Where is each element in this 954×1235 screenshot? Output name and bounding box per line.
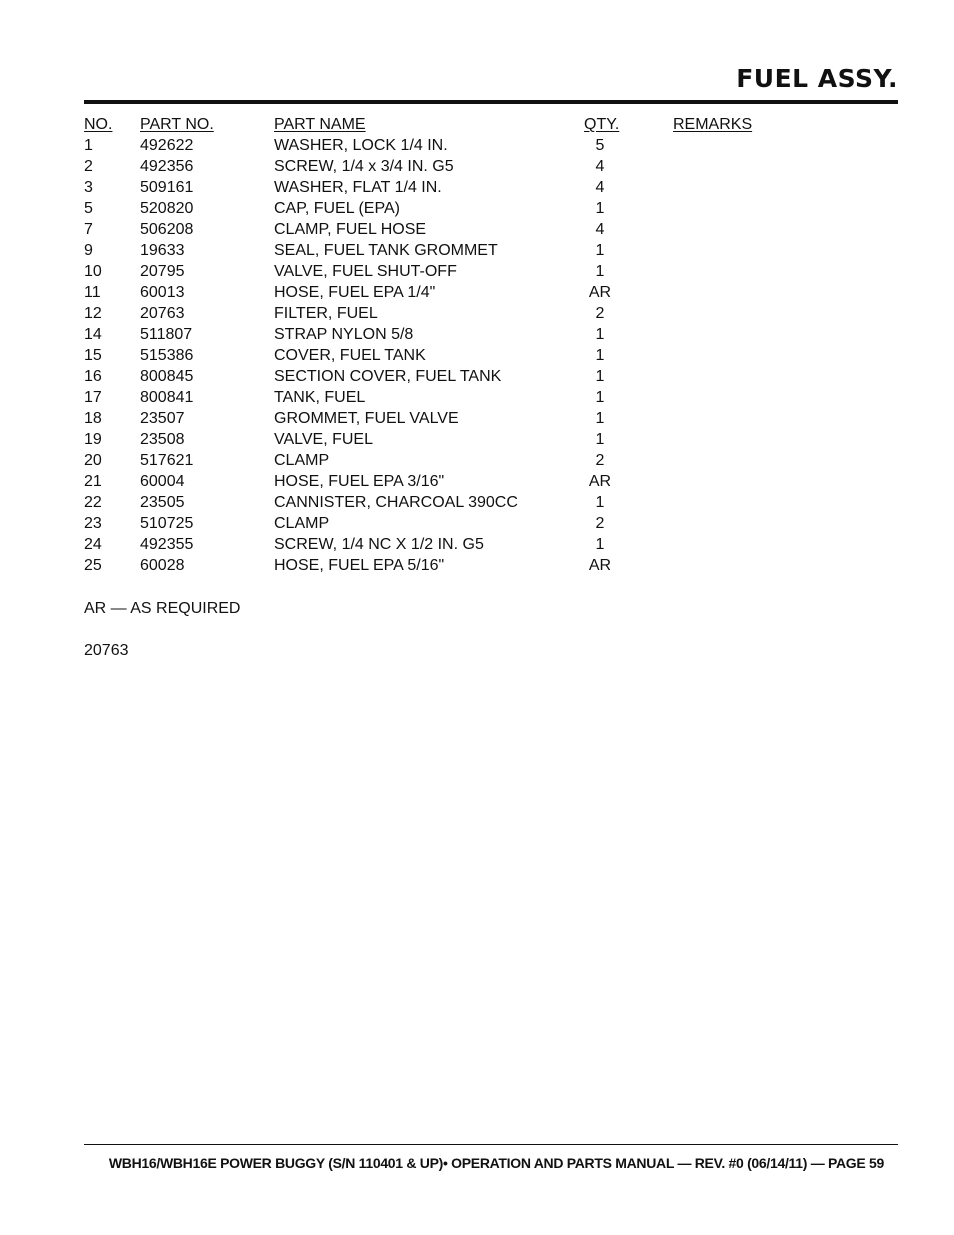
cell-no: 9 — [84, 242, 93, 259]
header-remarks: REMARKS — [673, 116, 753, 133]
cell-part-no: 23505 — [140, 494, 185, 511]
cell-no: 22 — [84, 494, 102, 511]
cell-qty: AR — [588, 284, 612, 301]
page-title: FUEL ASSY. — [736, 64, 898, 93]
table-row — [84, 198, 784, 219]
cell-part-no: 800845 — [140, 368, 194, 385]
cell-no: 10 — [84, 263, 102, 280]
cell-qty: 1 — [595, 431, 605, 448]
cell-no: 19 — [84, 431, 102, 448]
cell-qty: 1 — [595, 494, 605, 511]
table-row — [84, 387, 784, 408]
table-row — [84, 219, 784, 240]
table-row — [84, 429, 784, 450]
cell-qty: 1 — [595, 389, 605, 406]
cell-part-name: CLAMP — [274, 452, 330, 469]
table-row — [84, 261, 784, 282]
cell-part-name: WASHER, FLAT 1/4 IN. — [274, 179, 442, 196]
cell-part-no: 19633 — [140, 242, 185, 259]
cell-part-name: SEAL, FUEL TANK GROMMET — [274, 242, 498, 259]
cell-part-no: 23508 — [140, 431, 185, 448]
cell-no: 14 — [84, 326, 102, 343]
title-rule — [84, 100, 898, 104]
cell-no: 15 — [84, 347, 102, 364]
header-part-name: PART NAME — [274, 116, 366, 133]
cell-no: 5 — [84, 200, 93, 217]
cell-no: 23 — [84, 515, 102, 532]
cell-part-no: 800841 — [140, 389, 194, 406]
cell-part-no: 511807 — [140, 326, 193, 343]
cell-no: 25 — [84, 557, 102, 574]
cell-part-name: VALVE, FUEL SHUT-OFF — [274, 263, 457, 280]
cell-part-name: CLAMP, FUEL HOSE — [274, 221, 427, 238]
cell-part-no: 60004 — [140, 473, 185, 490]
table-row — [84, 492, 784, 513]
cell-no: 21 — [84, 473, 102, 490]
cell-qty: 1 — [595, 200, 605, 217]
table-row — [84, 450, 784, 471]
cell-qty: 1 — [595, 263, 605, 280]
cell-part-no: 510725 — [140, 515, 194, 532]
cell-part-name: WASHER, LOCK 1/4 IN. — [274, 137, 448, 154]
table-row — [84, 471, 784, 492]
table-row — [84, 513, 784, 534]
table-row — [84, 303, 784, 324]
footer-rule — [84, 1144, 898, 1145]
cell-qty: 2 — [595, 515, 605, 532]
cell-part-name: TANK, FUEL — [274, 389, 366, 406]
cell-part-no: 20763 — [140, 305, 185, 322]
cell-qty: AR — [588, 473, 612, 490]
cell-qty: AR — [588, 557, 612, 574]
cell-no: 1 — [84, 137, 93, 154]
cell-part-no: 492356 — [140, 158, 194, 175]
cell-qty: 1 — [595, 347, 605, 364]
cell-part-no: 520820 — [140, 200, 194, 217]
table-row — [84, 324, 784, 345]
table-row — [84, 156, 784, 177]
cell-no: 11 — [84, 284, 101, 301]
ar-note: AR — AS REQUIRED — [84, 600, 241, 617]
cell-part-name: HOSE, FUEL EPA 1/4" — [274, 284, 436, 301]
cell-part-name: SECTION COVER, FUEL TANK — [274, 368, 502, 385]
cell-qty: 2 — [595, 452, 605, 469]
cell-no: 3 — [84, 179, 93, 196]
cell-part-name: CAP, FUEL (EPA) — [274, 200, 400, 217]
cell-part-name: COVER, FUEL TANK — [274, 347, 426, 364]
header-part-no: PART NO. — [140, 116, 214, 133]
table-row — [84, 345, 784, 366]
cell-part-no: 492355 — [140, 536, 194, 553]
table-row — [84, 408, 784, 429]
reference-number: 20763 — [84, 642, 129, 659]
cell-part-name: GROMMET, FUEL VALVE — [274, 410, 459, 427]
cell-part-name: HOSE, FUEL EPA 5/16" — [274, 557, 445, 574]
cell-qty: 1 — [595, 410, 605, 427]
cell-part-no: 60028 — [140, 557, 185, 574]
cell-part-no: 492622 — [140, 137, 194, 154]
table-row — [84, 366, 784, 387]
cell-part-no: 23507 — [140, 410, 185, 427]
cell-part-name: CLAMP — [274, 515, 330, 532]
cell-qty: 4 — [595, 221, 605, 238]
cell-part-no: 60013 — [140, 284, 185, 301]
table-row — [84, 534, 784, 555]
table-row — [84, 135, 784, 156]
cell-part-no: 515386 — [140, 347, 194, 364]
cell-no: 18 — [84, 410, 102, 427]
cell-no: 2 — [84, 158, 93, 175]
cell-qty: 1 — [595, 326, 605, 343]
cell-part-name: SCREW, 1/4 NC X 1/2 IN. G5 — [274, 536, 484, 553]
cell-part-name: VALVE, FUEL — [274, 431, 373, 448]
cell-part-no: 20795 — [140, 263, 185, 280]
cell-no: 24 — [84, 536, 102, 553]
cell-no: 20 — [84, 452, 102, 469]
cell-qty: 1 — [595, 368, 605, 385]
cell-no: 16 — [84, 368, 102, 385]
cell-part-name: SCREW, 1/4 x 3/4 IN. G5 — [274, 158, 454, 175]
cell-part-name: CANNISTER, CHARCOAL 390CC — [274, 494, 518, 511]
parts-table — [84, 114, 784, 576]
table-row — [84, 282, 784, 303]
cell-qty: 2 — [595, 305, 605, 322]
table-row — [84, 240, 784, 261]
cell-qty: 5 — [595, 137, 605, 154]
cell-part-name: FILTER, FUEL — [274, 305, 378, 322]
cell-part-no: 509161 — [140, 179, 194, 196]
cell-part-name: HOSE, FUEL EPA 3/16" — [274, 473, 445, 490]
cell-qty: 4 — [595, 158, 605, 175]
page-footer: WBH16/WBH16E POWER BUGGY (S/N 110401 & UP)• OPERATION AND PARTS MANUAL — REV. #0 (06/14/11) — PAGE 59 — [108, 1155, 884, 1171]
cell-qty: 1 — [595, 536, 605, 553]
cell-no: 7 — [84, 221, 93, 238]
header-qty: QTY. — [584, 116, 620, 133]
table-row — [84, 177, 784, 198]
cell-part-no: 517621 — [140, 452, 194, 469]
cell-part-no: 506208 — [140, 221, 194, 238]
cell-no: 12 — [84, 305, 102, 322]
table-header-row — [84, 114, 784, 135]
cell-qty: 1 — [595, 242, 605, 259]
header-no: NO. — [84, 116, 113, 133]
table-row — [84, 555, 784, 576]
cell-part-name: STRAP NYLON 5/8 — [274, 326, 414, 343]
cell-no: 17 — [84, 389, 102, 406]
cell-qty: 4 — [595, 179, 605, 196]
